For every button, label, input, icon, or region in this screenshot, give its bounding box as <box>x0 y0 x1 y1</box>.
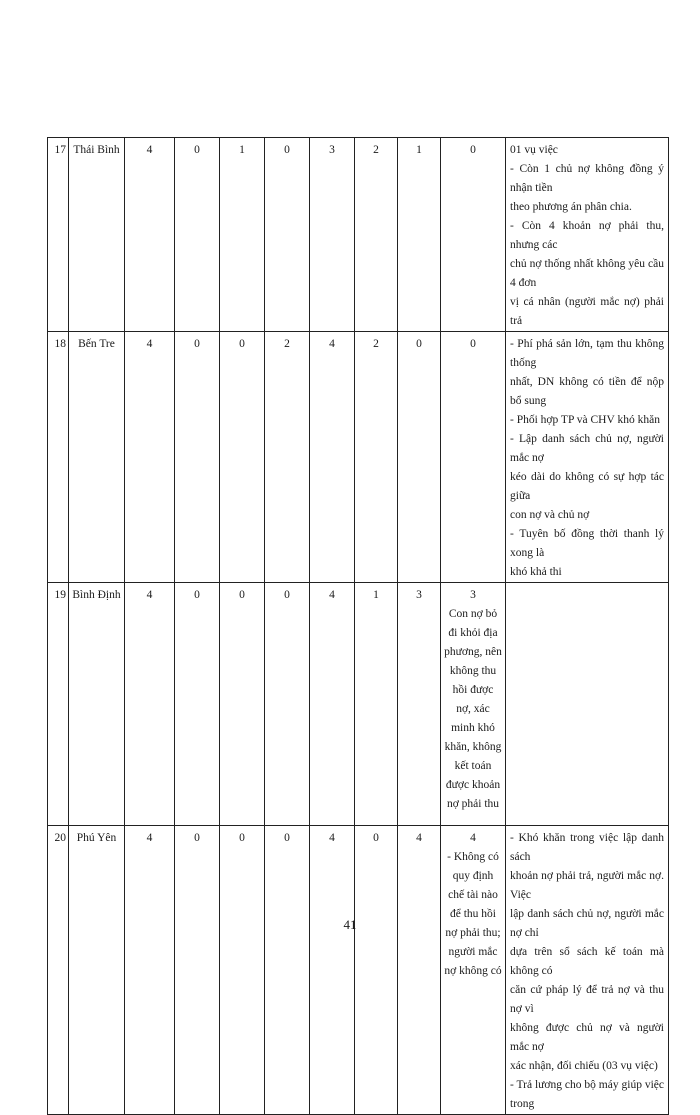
value-cell <box>265 138 310 332</box>
cell-value: 4 <box>416 832 422 844</box>
province-name-cell: Bến Tre <box>69 332 125 583</box>
cell-value: 4 <box>329 589 335 601</box>
cell-value: 4 <box>146 144 153 156</box>
remark-line: dựa trên sổ sách kế toán mà không có <box>510 946 664 977</box>
remarks-cell <box>506 826 669 1115</box>
remark-line: - Phối hợp TP và CHV khó khăn <box>510 414 660 426</box>
cell-note: - Không có quy định chế tài nào để thu hồi nợ phải thu; người mắc nợ không có <box>444 851 502 977</box>
cell-value: 0 <box>284 589 290 601</box>
cell-value: 0 <box>470 338 476 350</box>
value-cell <box>398 583 441 826</box>
remark-line: - Lập danh sách chủ nợ, người mắc nợ <box>510 433 664 464</box>
cell-value: 4 <box>146 589 153 601</box>
value-cell <box>441 583 506 826</box>
cell-value: 2 <box>284 338 290 350</box>
province-name-cell: Bình Định <box>69 583 125 826</box>
remark-line: căn cứ pháp lý để trả nợ và thu nợ vì <box>510 984 664 1015</box>
row-number-cell: 20 <box>48 826 69 1115</box>
table-row <box>48 826 669 1115</box>
remark-line: không được chủ nợ và người mắc nợ <box>510 1022 664 1053</box>
cell-note: Con nợ bỏ đi khỏi địa phương, nên không thu hồi được nợ, xác minh khó khăn, không kết toán được khoản nợ phải thu <box>444 608 502 810</box>
cell-value: 0 <box>194 832 200 844</box>
remark-line: - Tuyên bố đồng thời thanh lý xong là <box>510 528 664 559</box>
value-cell <box>220 138 265 332</box>
remark-line: vị cá nhân (người mắc nợ) phải trả <box>510 296 664 327</box>
cell-value: 1 <box>239 144 245 156</box>
remark-line: xác nhận, đối chiếu (03 vụ việc) <box>510 1060 658 1072</box>
cell-value: 0 <box>284 832 290 844</box>
value-cell <box>310 826 355 1115</box>
cell-value: 3 <box>416 589 422 601</box>
cell-value: 3 <box>470 589 476 601</box>
remark-line: khoản nợ phải trả, người mắc nợ. Việc <box>510 870 664 901</box>
table-row <box>48 138 669 332</box>
cell-value: 0 <box>284 144 290 156</box>
value-cell <box>175 138 220 332</box>
cell-value: 0 <box>194 144 200 156</box>
remark-line: theo phương án phân chia. <box>510 201 632 213</box>
row-number-cell: 17 <box>48 138 69 332</box>
remarks-cell <box>506 332 669 583</box>
cell-value: 4 <box>329 338 335 350</box>
value-cell <box>355 583 398 826</box>
value-cell <box>441 826 506 1115</box>
cell-value: 2 <box>373 338 379 350</box>
cell-value: 0 <box>470 144 476 156</box>
cell-value: 1 <box>416 144 422 156</box>
statistics-table <box>47 137 669 1115</box>
value-cell <box>355 826 398 1115</box>
value-cell <box>355 138 398 332</box>
page-number: 41 <box>343 917 357 932</box>
remark-line: - Khó khăn trong việc lập danh sách <box>510 832 664 863</box>
remarks-cell <box>506 138 669 332</box>
value-cell <box>398 826 441 1115</box>
value-cell <box>125 583 175 826</box>
cell-value: 4 <box>329 832 335 844</box>
value-cell <box>355 332 398 583</box>
cell-value: 4 <box>146 832 153 844</box>
value-cell <box>220 332 265 583</box>
row-number-cell: 19 <box>48 583 69 826</box>
cell-value: 0 <box>239 338 245 350</box>
value-cell <box>125 332 175 583</box>
province-name-cell: Thái Bình <box>69 138 125 332</box>
table-body <box>48 138 669 1115</box>
value-cell <box>398 138 441 332</box>
table-row <box>48 583 669 826</box>
cell-value: 0 <box>373 832 379 844</box>
cell-value: 0 <box>194 589 200 601</box>
value-cell <box>310 583 355 826</box>
value-cell <box>220 583 265 826</box>
remark-line: con nợ và chủ nợ <box>510 509 590 521</box>
value-cell <box>265 332 310 583</box>
cell-value: 0 <box>194 338 200 350</box>
remarks-cell <box>506 583 669 826</box>
value-cell <box>175 332 220 583</box>
value-cell <box>175 826 220 1115</box>
cell-value: 0 <box>239 589 245 601</box>
value-cell <box>310 138 355 332</box>
remark-line: lập danh sách chủ nợ, người mắc nợ chỉ <box>510 908 664 939</box>
row-number-cell: 18 <box>48 332 69 583</box>
table-row <box>48 332 669 583</box>
remark-line: chủ nợ thống nhất không yêu cầu 4 đơn <box>510 258 664 289</box>
value-cell <box>441 138 506 332</box>
cell-value: 0 <box>239 832 245 844</box>
cell-value: 4 <box>470 832 476 844</box>
value-cell <box>125 826 175 1115</box>
remark-line: - Phí phá sản lớn, tạm thu không thống <box>510 338 664 369</box>
remark-line: 01 vụ việc <box>510 144 558 156</box>
remark-line: nhất, DN không có tiền để nộp bổ sung <box>510 376 664 407</box>
value-cell <box>310 332 355 583</box>
remark-line: khó khả thi <box>510 566 562 578</box>
value-cell <box>220 826 265 1115</box>
cell-value: 0 <box>416 338 422 350</box>
cell-value: 3 <box>329 144 335 156</box>
province-name-cell: Phú Yên <box>69 826 125 1115</box>
value-cell <box>175 583 220 826</box>
cell-value: 2 <box>373 144 379 156</box>
value-cell <box>398 332 441 583</box>
value-cell <box>125 138 175 332</box>
value-cell <box>265 583 310 826</box>
cell-value: 1 <box>373 589 379 601</box>
cell-value: 4 <box>146 338 153 350</box>
remark-line: kéo dài do không có sự hợp tác giữa <box>510 471 664 502</box>
value-cell <box>265 826 310 1115</box>
remark-line: - Còn 1 chủ nợ không đồng ý nhận tiền <box>510 163 664 194</box>
remark-line: - Trả lương cho bộ máy giúp việc trong <box>510 1079 664 1110</box>
remark-line: - Còn 4 khoản nợ phải thu, nhưng các <box>510 220 664 251</box>
value-cell <box>441 332 506 583</box>
